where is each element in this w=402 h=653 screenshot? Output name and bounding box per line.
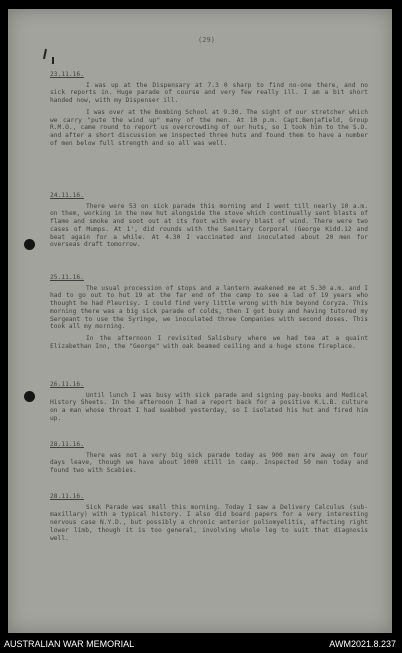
diary-entry bbox=[50, 493, 368, 546]
pencil-mark bbox=[43, 49, 47, 59]
entry-date: 28.11.16. bbox=[50, 441, 84, 448]
pencil-mark bbox=[52, 57, 54, 64]
entry-date: 25.11.16. bbox=[50, 274, 84, 281]
diary-entry bbox=[50, 274, 368, 354]
entry-paragraph: In the afternoon I revisited Salisbury where we had tea at a quaint Elizabethan Inn, the "George" with oak beamed ceiling and a huge stone fireplace. bbox=[50, 334, 368, 350]
entry-date: 28.11.16. bbox=[50, 493, 84, 500]
entry-paragraph: The usual procession of stops and a lantern awakened me at 5.30 a.m. and I had to go out to hut 19 at the far end of the camp to see a lad of 19 years who thought he had Pleurisy. I could find very little wrong with him beyond Coryza. This morning there was a big sick parade of colds, then I got busy and having tutored my Sergeant to use the Syringe, we inoculated three Companies with second doses. This took all my morning. bbox=[50, 284, 368, 331]
footer-reference: AWM2021.8.237 bbox=[329, 639, 396, 649]
entry-paragraph: Until lunch I was busy with sick parade and signing pay-books and Medical History Sheets. In the afternoon I had a report back for a positive K.L.B. culture on a man whose throat I had swabbed yesterday, so I isolated his hut and fired him up. bbox=[50, 391, 368, 422]
entry-paragraph: I was over at the Bombing School at 9.30. The sight of our stretcher which we carry "pute the wind up" many of the men. At 10 p.m. Capt.Benjafield, Group R.M.O., came round to report us overcrowding of our huts, so I took him to the S.O. and after a short discussion we inspected three huts and found them to have a number of men below full strength and so all was well. bbox=[50, 108, 368, 147]
punch-hole bbox=[24, 391, 35, 402]
page-number: (29) bbox=[198, 36, 216, 44]
diary-entry bbox=[50, 441, 368, 479]
diary-entry bbox=[50, 192, 368, 253]
diary-entry bbox=[50, 381, 368, 427]
entry-date: 24.11.16. bbox=[50, 192, 84, 199]
entry-paragraph: I was up at the Dispensary at 7.3 0 sharp to find no-one there, and no sick reports in. Huge parade of course and very few really ill. I am a bit short handed now, with my Dispenser ill. bbox=[50, 81, 368, 105]
entry-paragraph: There was not a very big sick parade today as 900 men are away on four days leave, though we have about 1000 still in camp. Inspected 50 men today and found two with Scabies. bbox=[50, 451, 368, 475]
document-page bbox=[8, 9, 392, 633]
footer-institution: AUSTRALIAN WAR MEMORIAL bbox=[4, 639, 135, 649]
entry-date: 26.11.16. bbox=[50, 381, 84, 388]
punch-hole bbox=[24, 239, 35, 250]
diary-entry bbox=[50, 71, 368, 151]
entry-paragraph: Sick Parade was small this morning. Today I saw a Delivery Calculus (sub-maxillary) with a typical history. I also did board papers for a very interesting nervous case N.Y.D., but possibly a chronic anterior poliomyelitis, affecting right lower limb, though it is too general, involving whole leg to suit that diagnosis well. bbox=[50, 503, 368, 542]
entry-date: 23.11.16. bbox=[50, 71, 84, 78]
entry-paragraph: There were 53 on sick parade this morning and I went till nearly 10 a.m. on them, working in the new hut alongside the stove which continually sent blasts of flame and smoke and soot out at its foot with every blast of wind. There were two cases of Mumps. At 1', did rounds with the Sanitary Corporal (George Kidd.12 and beat again for a while. At 4.30 I vaccinated and inoculated about 20 men for overseas draft tomorrow. bbox=[50, 202, 368, 249]
